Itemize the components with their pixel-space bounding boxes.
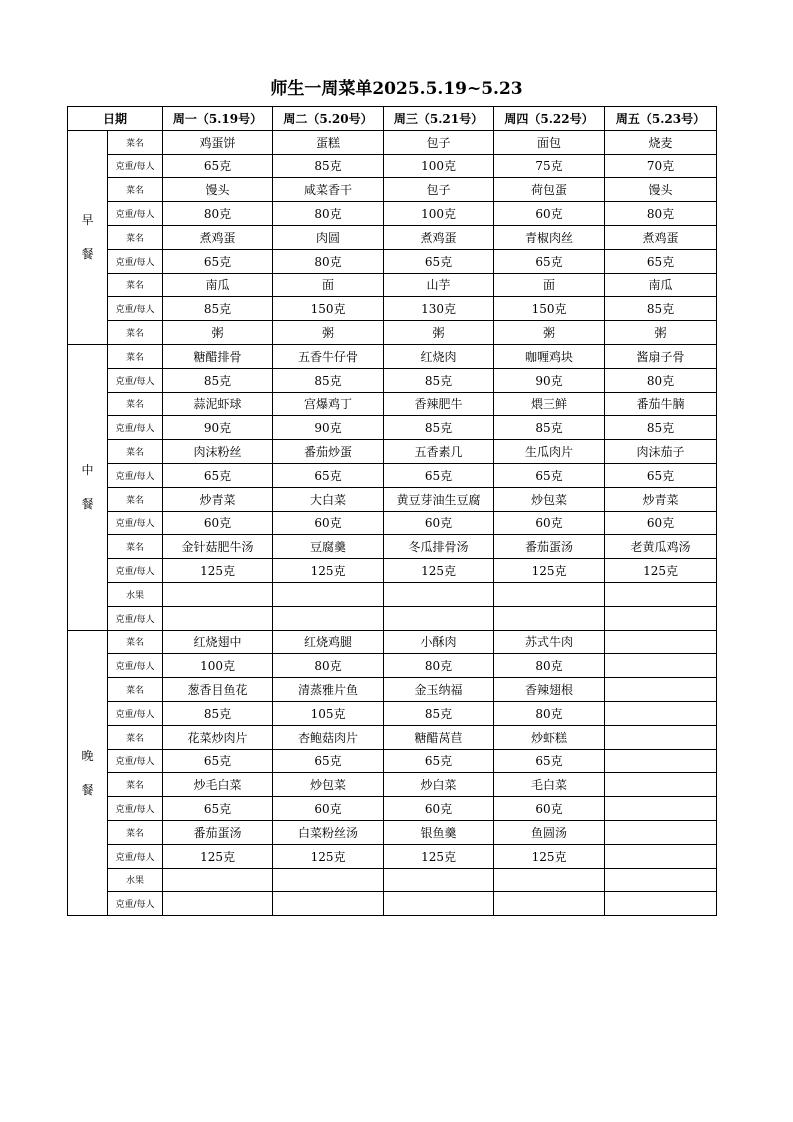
menu-cell: 粥: [605, 321, 717, 345]
row-label: 菜名: [108, 535, 163, 559]
menu-cell: 80克: [384, 654, 494, 678]
weight-row: [68, 297, 717, 321]
menu-cell: 60克: [494, 797, 605, 821]
row-label: 克重/每人: [108, 606, 163, 630]
meal-label-char: 晚: [81, 748, 94, 763]
menu-cell: 85克: [163, 297, 273, 321]
row-label: 菜名: [108, 178, 163, 202]
menu-cell: [384, 892, 494, 916]
meal-label-dinner: [68, 630, 108, 916]
menu-cell: 炒毛白菜: [163, 773, 273, 797]
row-label: 菜名: [108, 678, 163, 702]
meal-label-char: 餐: [81, 497, 94, 512]
menu-cell: 80克: [494, 654, 605, 678]
menu-cell: 烧麦: [605, 130, 717, 154]
weight-row: [68, 154, 717, 178]
menu-cell: 100克: [163, 654, 273, 678]
weight-row: [68, 606, 717, 630]
menu-cell: 85克: [273, 368, 384, 392]
weight-row: [68, 559, 717, 583]
dish-row: [68, 273, 717, 297]
menu-cell: 125克: [384, 844, 494, 868]
meal-label-char: 中: [81, 463, 94, 478]
menu-cell: 125克: [273, 559, 384, 583]
menu-cell: [605, 892, 717, 916]
menu-cell: [494, 868, 605, 892]
menu-cell: 80克: [273, 654, 384, 678]
dish-row: [68, 820, 717, 844]
menu-cell: 大白菜: [273, 487, 384, 511]
row-label: 菜名: [108, 392, 163, 416]
menu-cell: 60克: [384, 797, 494, 821]
menu-cell: 番茄蛋汤: [163, 820, 273, 844]
menu-cell: 65克: [494, 249, 605, 273]
menu-cell: 炒包菜: [273, 773, 384, 797]
menu-cell: 65克: [605, 249, 717, 273]
weight-row: [68, 463, 717, 487]
row-label: 克重/每人: [108, 416, 163, 440]
weight-row: [68, 701, 717, 725]
menu-cell: [163, 582, 273, 606]
menu-cell: 100克: [384, 154, 494, 178]
row-label: 克重/每人: [108, 154, 163, 178]
menu-cell: [605, 725, 717, 749]
menu-cell: 80克: [163, 202, 273, 226]
menu-cell: [163, 606, 273, 630]
dish-row: [68, 725, 717, 749]
menu-cell: 炒青菜: [163, 487, 273, 511]
menu-cell: [384, 868, 494, 892]
dish-row: [68, 344, 717, 368]
row-label: 克重/每人: [108, 654, 163, 678]
row-label: 水果: [108, 868, 163, 892]
menu-cell: 粥: [494, 321, 605, 345]
weight-row: [68, 797, 717, 821]
dish-row: [68, 440, 717, 464]
meal-label-char: 餐: [81, 247, 94, 262]
menu-cell: 65克: [163, 249, 273, 273]
menu-cell: 煮鸡蛋: [384, 225, 494, 249]
row-label: 菜名: [108, 225, 163, 249]
menu-cell: 生瓜肉片: [494, 440, 605, 464]
menu-cell: 130克: [384, 297, 494, 321]
menu-cell: [605, 844, 717, 868]
menu-cell: 125克: [494, 559, 605, 583]
menu-cell: 60克: [273, 797, 384, 821]
menu-cell: 90克: [273, 416, 384, 440]
menu-cell: 包子: [384, 130, 494, 154]
menu-cell: 105克: [273, 701, 384, 725]
menu-cell: [273, 892, 384, 916]
menu-cell: 肉圆: [273, 225, 384, 249]
menu-cell: 65克: [273, 463, 384, 487]
menu-cell: 豆腐羹: [273, 535, 384, 559]
menu-cell: 70克: [605, 154, 717, 178]
menu-cell: 清蒸雅片鱼: [273, 678, 384, 702]
menu-cell: 蛋糕: [273, 130, 384, 154]
menu-cell: 番茄蛋汤: [494, 535, 605, 559]
menu-cell: 山芋: [384, 273, 494, 297]
menu-cell: [605, 606, 717, 630]
dish-row: [68, 535, 717, 559]
weight-row: [68, 749, 717, 773]
menu-cell: 馒头: [163, 178, 273, 202]
menu-cell: 100克: [384, 202, 494, 226]
row-label: 克重/每人: [108, 797, 163, 821]
menu-cell: 金玉纳福: [384, 678, 494, 702]
row-label: 克重/每人: [108, 749, 163, 773]
date-header: 日期: [68, 107, 163, 131]
dish-row: [68, 321, 717, 345]
dish-row: [68, 225, 717, 249]
menu-cell: 苏式牛肉: [494, 630, 605, 654]
menu-cell: 煮鸡蛋: [163, 225, 273, 249]
dish-row: [68, 392, 717, 416]
row-label: 菜名: [108, 773, 163, 797]
menu-cell: 咖喱鸡块: [494, 344, 605, 368]
menu-cell: 糖醋莴苣: [384, 725, 494, 749]
menu-cell: 宫爆鸡丁: [273, 392, 384, 416]
menu-cell: 65克: [273, 749, 384, 773]
menu-cell: 炒白菜: [384, 773, 494, 797]
dish-row: [68, 773, 717, 797]
menu-cell: 125克: [163, 844, 273, 868]
menu-cell: [273, 582, 384, 606]
day-header: 周一（5.19号）: [163, 107, 273, 131]
menu-cell: 60克: [384, 511, 494, 535]
row-label: 菜名: [108, 130, 163, 154]
menu-cell: 90克: [494, 368, 605, 392]
day-header: 周二（5.20号）: [273, 107, 384, 131]
menu-cell: 65克: [163, 154, 273, 178]
menu-cell: 60克: [494, 511, 605, 535]
menu-cell: 酱扇子骨: [605, 344, 717, 368]
row-label: 菜名: [108, 820, 163, 844]
menu-cell: [273, 868, 384, 892]
menu-cell: 60克: [494, 202, 605, 226]
menu-cell: 60克: [605, 511, 717, 535]
menu-cell: 85克: [384, 368, 494, 392]
fruit-row: [68, 582, 717, 606]
menu-cell: 南瓜: [605, 273, 717, 297]
menu-cell: 80克: [494, 701, 605, 725]
menu-cell: 80克: [273, 249, 384, 273]
menu-cell: 银鱼羹: [384, 820, 494, 844]
menu-cell: 小酥肉: [384, 630, 494, 654]
menu-cell: [384, 606, 494, 630]
menu-cell: [605, 701, 717, 725]
row-label: 克重/每人: [108, 511, 163, 535]
menu-cell: 番茄牛腩: [605, 392, 717, 416]
menu-cell: 鸡蛋饼: [163, 130, 273, 154]
dish-row: [68, 178, 717, 202]
menu-cell: 65克: [494, 463, 605, 487]
menu-cell: [163, 892, 273, 916]
meal-label-breakfast: [68, 130, 108, 344]
menu-cell: 鱼圆汤: [494, 820, 605, 844]
menu-cell: 红烧鸡腿: [273, 630, 384, 654]
menu-cell: [494, 582, 605, 606]
menu-cell: 85克: [163, 701, 273, 725]
day-header: 周五（5.23号）: [605, 107, 717, 131]
menu-cell: 65克: [494, 749, 605, 773]
menu-cell: 南瓜: [163, 273, 273, 297]
menu-cell: 面包: [494, 130, 605, 154]
menu-cell: [605, 630, 717, 654]
menu-cell: 60克: [273, 511, 384, 535]
menu-cell: 85克: [273, 154, 384, 178]
dish-row: [68, 678, 717, 702]
weight-row: [68, 892, 717, 916]
menu-table: [67, 106, 717, 916]
meal-label-char: 餐: [81, 782, 94, 797]
menu-cell: 香辣翅根: [494, 678, 605, 702]
menu-cell: 125克: [384, 559, 494, 583]
row-label: 克重/每人: [108, 844, 163, 868]
menu-cell: 85克: [384, 701, 494, 725]
row-label: 克重/每人: [108, 701, 163, 725]
menu-cell: 杏鲍菇肉片: [273, 725, 384, 749]
fruit-row: [68, 868, 717, 892]
menu-cell: 面: [273, 273, 384, 297]
menu-cell: 150克: [273, 297, 384, 321]
row-label: 克重/每人: [108, 297, 163, 321]
menu-cell: 糖醋排骨: [163, 344, 273, 368]
row-label: 菜名: [108, 725, 163, 749]
row-label: 克重/每人: [108, 463, 163, 487]
menu-cell: 125克: [605, 559, 717, 583]
menu-cell: 香辣肥牛: [384, 392, 494, 416]
weight-row: [68, 249, 717, 273]
menu-cell: 包子: [384, 178, 494, 202]
menu-cell: 番茄炒蛋: [273, 440, 384, 464]
row-label: 菜名: [108, 630, 163, 654]
weight-row: [68, 654, 717, 678]
weight-row: [68, 844, 717, 868]
menu-cell: 65克: [605, 463, 717, 487]
menu-cell: 五香素几: [384, 440, 494, 464]
menu-cell: [605, 582, 717, 606]
menu-cell: 85克: [605, 297, 717, 321]
menu-cell: 65克: [384, 249, 494, 273]
menu-cell: 炒虾糕: [494, 725, 605, 749]
menu-cell: 80克: [605, 368, 717, 392]
header-row: [68, 107, 717, 131]
weight-row: [68, 416, 717, 440]
menu-cell: [273, 606, 384, 630]
menu-cell: 咸菜香干: [273, 178, 384, 202]
menu-cell: 65克: [384, 749, 494, 773]
menu-cell: 粥: [273, 321, 384, 345]
dish-row: [68, 130, 717, 154]
menu-cell: 粥: [163, 321, 273, 345]
menu-cell: 60克: [163, 511, 273, 535]
menu-cell: 85克: [163, 368, 273, 392]
menu-cell: 黄豆芽油生豆腐: [384, 487, 494, 511]
menu-cell: 白菜粉丝汤: [273, 820, 384, 844]
menu-cell: [605, 678, 717, 702]
weight-row: [68, 202, 717, 226]
menu-cell: 煮鸡蛋: [605, 225, 717, 249]
menu-cell: 荷包蛋: [494, 178, 605, 202]
row-label: 菜名: [108, 321, 163, 345]
menu-cell: 65克: [163, 463, 273, 487]
menu-cell: 馒头: [605, 178, 717, 202]
menu-cell: [163, 868, 273, 892]
row-label: 克重/每人: [108, 249, 163, 273]
row-label: 克重/每人: [108, 368, 163, 392]
menu-cell: 85克: [384, 416, 494, 440]
menu-cell: [384, 582, 494, 606]
menu-cell: 75克: [494, 154, 605, 178]
row-label: 水果: [108, 582, 163, 606]
menu-cell: 炒包菜: [494, 487, 605, 511]
weight-row: [68, 511, 717, 535]
dish-row: [68, 630, 717, 654]
menu-cell: [605, 654, 717, 678]
menu-cell: 80克: [605, 202, 717, 226]
menu-cell: 红烧肉: [384, 344, 494, 368]
menu-cell: 面: [494, 273, 605, 297]
menu-cell: 炒青菜: [605, 487, 717, 511]
row-label: 菜名: [108, 273, 163, 297]
menu-cell: 粥: [384, 321, 494, 345]
menu-cell: 肉沫茄子: [605, 440, 717, 464]
menu-cell: 150克: [494, 297, 605, 321]
row-label: 克重/每人: [108, 202, 163, 226]
menu-cell: 青椒肉丝: [494, 225, 605, 249]
menu-cell: 肉沫粉丝: [163, 440, 273, 464]
menu-cell: 65克: [163, 797, 273, 821]
menu-cell: [605, 868, 717, 892]
menu-cell: 老黄瓜鸡汤: [605, 535, 717, 559]
row-label: 克重/每人: [108, 559, 163, 583]
day-header: 周三（5.21号）: [384, 107, 494, 131]
menu-cell: 煨三鲜: [494, 392, 605, 416]
meal-label-char: 早: [81, 213, 94, 228]
day-header: 周四（5.22号）: [494, 107, 605, 131]
menu-cell: [605, 820, 717, 844]
meal-label-lunch: [68, 344, 108, 630]
menu-cell: 125克: [494, 844, 605, 868]
menu-cell: [605, 749, 717, 773]
menu-cell: [494, 606, 605, 630]
menu-cell: 葱香目鱼花: [163, 678, 273, 702]
menu-cell: [494, 892, 605, 916]
row-label: 菜名: [108, 440, 163, 464]
dish-row: [68, 487, 717, 511]
menu-cell: 冬瓜排骨汤: [384, 535, 494, 559]
menu-cell: 85克: [494, 416, 605, 440]
menu-cell: 花菜炒肉片: [163, 725, 273, 749]
weight-row: [68, 368, 717, 392]
menu-cell: 90克: [163, 416, 273, 440]
row-label: 菜名: [108, 344, 163, 368]
menu-cell: 毛白菜: [494, 773, 605, 797]
menu-cell: 五香牛仔骨: [273, 344, 384, 368]
page-title: 师生一周菜单2025.5.19~5.23: [270, 79, 523, 99]
menu-cell: 85克: [605, 416, 717, 440]
menu-cell: 125克: [163, 559, 273, 583]
menu-cell: 80克: [273, 202, 384, 226]
menu-cell: 金针菇肥牛汤: [163, 535, 273, 559]
menu-cell: 65克: [163, 749, 273, 773]
menu-cell: [605, 797, 717, 821]
menu-cell: 红烧翅中: [163, 630, 273, 654]
menu-cell: [605, 773, 717, 797]
menu-cell: 125克: [273, 844, 384, 868]
menu-cell: 蒜泥虾球: [163, 392, 273, 416]
row-label: 菜名: [108, 487, 163, 511]
row-label: 克重/每人: [108, 892, 163, 916]
menu-cell: 65克: [384, 463, 494, 487]
